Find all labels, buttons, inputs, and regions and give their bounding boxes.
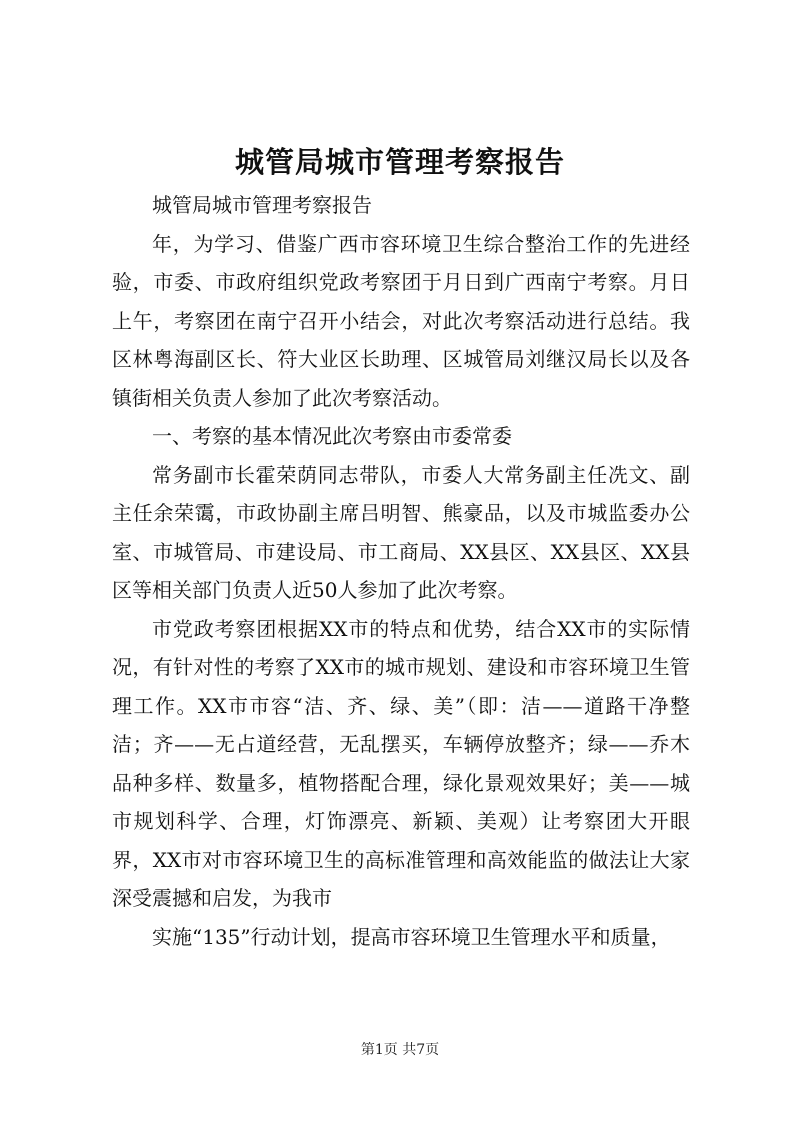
document-body <box>112 186 690 956</box>
paragraph-action-plan: 实施“135”行动计划，提高市容环境卫生管理水平和质量， <box>152 924 671 949</box>
document-title: 城管局城市管理考察报告 <box>234 145 565 179</box>
paragraph-delegation: 常务副市长霍荣荫同志带队，市委人大常务副主任冼文、副主任余荣霭，市政协副主席吕明智、熊豪品，以及市城监委办公室、市城管局、市建设局、市工商局、XX县区、XX县区、XX县区等相关部门负责人近50人参加了此次考察。 <box>112 462 690 602</box>
paragraph-section-heading: 一、考察的基本情况此次考察由市委常委 <box>152 424 512 448</box>
paragraph-intro: 年，为学习、借鉴广西市容环境卫生综合整治工作的先进经验，市委、市政府组织党政考察团于月日到广西南宁考察。月日上午，考察团在南宁召开小结会，对此次考察活动进行总结。我区林粤海副区长、符大业区长助理、区城管局刘继汉局长以及各镇街相关负责人参加了此次考察活动。 <box>112 231 690 410</box>
page-number-footer: 第1页 共7页 <box>360 1042 440 1058</box>
paragraph-heading-repeat: 城管局城市管理考察报告 <box>152 193 372 217</box>
paragraph-inspection: 市党政考察团根据XX市的特点和优势，结合XX市的实际情况，有针对性的考察了XX市的城市规划、建设和市容环境卫生管理工作。XX市市容“洁、齐、绿、美”（即：洁——道路干净整洁；齐——无占道经营，无乱摆买，车辆停放整齐；绿——乔木品种多样、数量多，植物搭配合理，绿化景观效果好；美——城市规划科学、合理，灯饰漂亮、新颖、美观）让考察团大开眼界，XX市对市容环境卫生的高标准管理和高效能监的做法让大家深受震撼和启发，为我市 <box>112 616 690 910</box>
